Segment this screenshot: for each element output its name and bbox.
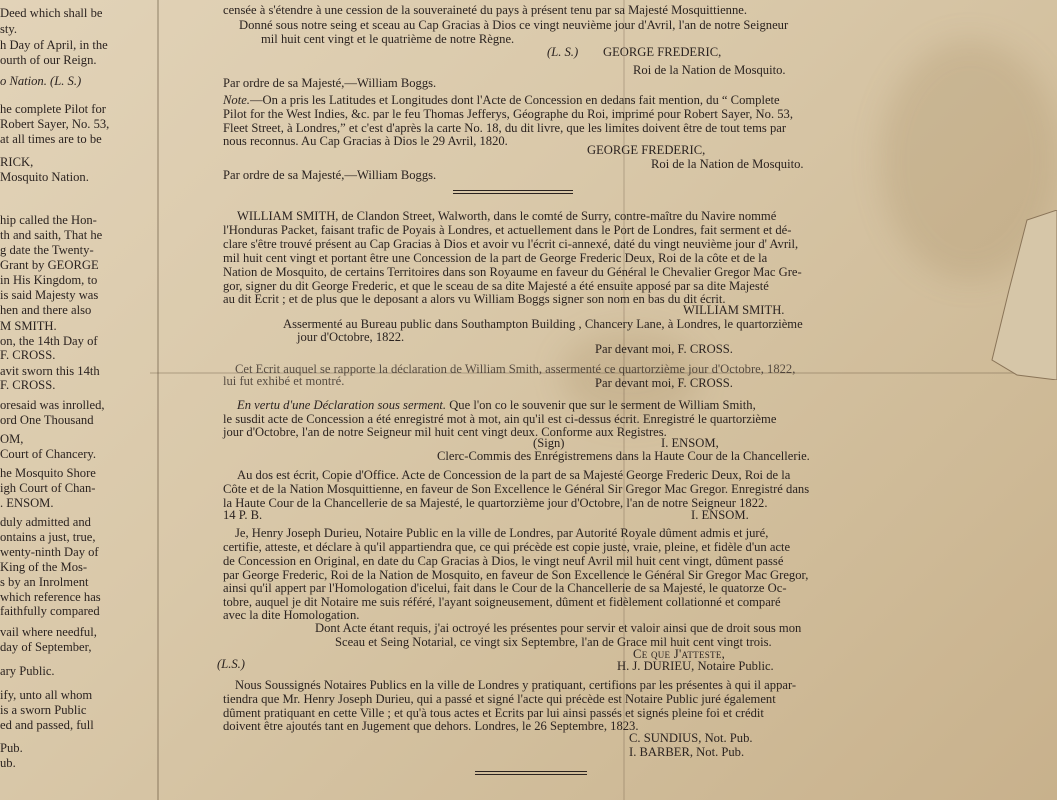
text-line: Je, Henry Joseph Durieu, Notaire Public en la ville de Londres, par Autorité Royale dûment admis et juré, [235,526,769,540]
left-line: King of the Mos- [0,560,88,574]
left-line: F. CROSS. [0,378,56,392]
left-line: which reference has [0,590,101,604]
left-line: wenty-ninth Day of [0,545,99,559]
left-line: ord One Thousand [0,413,94,427]
left-line: day of September, [0,640,92,654]
note-text: —On a pris les Latitudes et Longitudes dont l'Acte de Concession en dedans fait mention, du “ Complete [249,93,780,107]
left-line: is a sworn Public [0,703,87,717]
left-line: hen and there also [0,303,92,317]
left-line: oresaid was inrolled, [0,398,105,412]
text-line: jour d'Octobre, l'an de notre Seigneur mil huit cent vingt deux. Conforme aux Registres. [223,425,667,439]
text-line: la Haute Cour de la Chancellerie de sa Majesté, le quartorzième jour d'Octobre, l'an de notre Seigneur 1822. [223,496,768,510]
text-line: tiendra que Mr. Henry Joseph Durieu, qui a passé et signé l'acte qui précède est Notaire Public juré également [223,692,776,706]
left-line: ontains a just, true, [0,530,96,544]
left-line: h Day of April, in the [0,38,108,52]
left-line: at all times are to be [0,132,102,146]
left-line: duly admitted and [0,515,91,529]
left-line: he Mosquito Shore [0,466,96,480]
seal-mark: (L.S.) [217,657,245,671]
section-divider [453,190,573,194]
text-line: Sceau et Seing Notarial, ce vingt six Septembre, l'an de Grace mil huit cent vingt trois. [335,635,772,649]
text-line: Nous Soussignés Notaires Publics en la ville de Londres y pratiquant, certifions par les présentes à qui il appar- [235,678,797,692]
left-line: Grant by GEORGE [0,258,99,272]
left-line: RICK, [0,155,34,169]
text-line: Par ordre de sa Majesté,—William Boggs. [223,76,437,90]
note-line: Fleet Street, à Londres,” et c'est d'après la carte No. 18, du dit livre, que les limites doivent être de tout tems par [223,121,787,135]
sign-label: (Sign) [533,436,565,450]
text-line: dûment pratiquant en cette Ville ; et qu'à tous actes et Ecrits par lui ainsi passés et signés pleine foi et crédit [223,706,764,720]
left-line: faithfully compared [0,604,100,618]
left-line: hip called the Hon- [0,213,97,227]
left-line: ify, unto all whom [0,688,93,702]
text-line: 14 P. B. [223,508,263,522]
text-line: ainsi qu'il appert par l'Homologation d'icelui, fait dans le Cour de la Chancellerie de sa Majesté, le quatorze Oc- [223,581,787,595]
note-line: nous reconnus. Au Cap Gracias à Dios le 29 Avril, 1820. [223,134,508,148]
left-line: . ENSOM. [0,496,54,510]
left-line: vail where needful, [0,625,97,639]
text-line: Côte et de la Nation Mosquittienne, en faveur de Son Excellence le Général Sir Gregor Mac Gregor. Enregistré dans [223,482,810,496]
text-line: doivent être ajoutés tant en Jugement que dehors. Londres, le 26 Septembre, 1823. [223,719,639,733]
left-line: o Nation. (L. S.) [0,74,82,88]
text-line: Cet Ecrit auquel se rapporte la déclaration de William Smith, assermenté ce quartorzième jour d'Octobre, 1822, [235,362,796,376]
left-column-text [0,0,150,800]
text-line: censée à s'étendre à une cession de la souveraineté du pays à présent tenu par sa Majesté Mosquittienne. [223,3,748,17]
torn-paper-edge [987,210,1057,380]
left-line: is said Majesty was [0,288,99,302]
text-line: Assermenté au Bureau public dans Southampton Building , Chancery Lane, à Londres, le quartorzième [283,317,803,331]
signature-name: GEORGE FREDERIC, [603,45,722,59]
note-line [223,93,780,107]
signature-line: Par devant moi, F. CROSS. [595,376,733,390]
left-line: OM, [0,432,24,446]
signature-title: Roi de la Nation de Mosquito. [633,63,786,77]
section-divider [475,771,587,775]
left-line: Pub. [0,741,23,755]
left-line: ed and passed, full [0,718,94,732]
left-line: g date the Twenty- [0,243,94,257]
attest-line: Ce que J'atteste, [633,647,726,661]
text-line: avec la dite Homologation. [223,608,360,622]
main-column-text [205,0,845,800]
text-line: Au dos est écrit, Copie d'Office. Acte de Concession de la part de sa Majesté George Frederic Deux, Roi de la [237,468,791,482]
left-line: ary Public. [0,664,55,678]
left-line: Robert Sayer, No. 53, [0,117,110,131]
note-label: Note. [223,93,250,107]
left-line: igh Court of Chan- [0,481,96,495]
text-line: par George Frederic, Roi de la Nation de Mosquito, en faveur de Son Excellence le Général Sir Gregor Mac Gregor, [223,568,809,582]
text-line: certifie, atteste, et déclare à qu'il appartiendra que, ce qui précède est copie juste, vraie, pleine, et fidèle d'un acte [223,540,791,554]
left-line: Deed which shall be [0,6,103,20]
text-line: jour d'Octobre, 1822. [297,330,405,344]
left-line: s by an Inrolment [0,575,89,589]
fold-line [157,0,159,800]
left-line: in His Kingdom, to [0,273,98,287]
left-line: ub. [0,756,16,770]
text-line: le susdit acte de Concession a été enregistré mot à mot, ain qu'il est ci-dessus écrit. Enregistré le quartorzième [223,412,777,426]
note-line: Pilot for the West Indies, &c. par le feu Thomas Jefferys, Géographe du Roi, imprimé pour Robert Sayer, No. 53, [223,107,793,121]
text-line: gor, signer du dit George Frederic, et que le sceau de sa dite Majesté a été ensuite apposé par sa dite Majesté [223,279,769,293]
signature-name: H. J. DURIEU, Notaire Public. [617,659,774,673]
text-line: de Concession en Original, en date du Cap Gracias à Dios, le vingt neuf Avril mil huit cent vingt, dûment passé [223,554,784,568]
signature-title: Roi de la Nation de Mosquito. [651,157,804,171]
text-line: l'Honduras Packet, faisant trafic de Poyais à Londres, et actuellement dans le Port de Londres, fait serment et dé- [223,223,792,237]
text-line: Par ordre de sa Majesté,—William Boggs. [223,168,437,182]
left-line: M SMITH. [0,319,57,333]
text-line: Clerc-Commis des Enrégistremens dans la Haute Cour de la Chancellerie. [437,449,810,463]
signature-line: Par devant moi, F. CROSS. [595,342,733,356]
text-line: Donné sous notre seing et sceau au Cap Gracias à Dios ce vingt neuvième jour d'Avril, l'an de notre Seigneur [239,18,789,32]
left-line: avit sworn this 14th [0,364,100,378]
signature-name: I. BARBER, Not. Pub. [629,745,745,759]
left-line: sty. [0,22,18,36]
seal-mark: (L. S.) [547,45,579,59]
left-line: ourth of our Reign. [0,53,97,67]
vertu-label: En vertu d'une Déclaration sous serment. [237,398,447,412]
text-line: lui fut exhibé et montré. [223,374,345,388]
signature-name: WILLIAM SMITH. [683,303,785,317]
left-line: he complete Pilot for [0,102,106,116]
left-line: th and saith, That he [0,228,103,242]
left-line: Mosquito Nation. [0,170,89,184]
signature-name: I. ENSOM, [661,436,719,450]
text-line: clare s'être trouvé présent au Cap Gracias à Dios et avoir vu l'écrit ci-annexé, daté du vingt neuvième jour d' Avril, [223,237,799,251]
text-line: WILLIAM SMITH, de Clandon Street, Walworth, dans le comté de Surry, contre-maître du Navire nommé [237,209,777,223]
text-line: tobre, auquel je dit Notaire me suis référé, l'ayant soigneusement, dûment et fidèlement collationné et comparé [223,595,781,609]
left-line: on, the 14th Day of [0,334,98,348]
text-line: mil huit cent vingt et portant être une Concession de la part de George Frederic Deux, Roi de la côte et de la [223,251,768,265]
signature-name: I. ENSOM. [691,508,749,522]
text-line [237,398,756,412]
text-line: mil huit cent vingt et le quatrième de notre Règne. [261,32,515,46]
signature-name: GEORGE FREDERIC, [587,143,706,157]
signature-name: C. SUNDIUS, Not. Pub. [629,731,753,745]
vertu-text: Que l'on co le souvenir que sur le serment de William Smith, [446,398,756,412]
text-line: Dont Acte étant requis, j'ai octroyé les présentes pour servir et valoir ainsi que de droit sous mon [315,621,802,635]
text-line: Nation de Mosquito, de certains Territoires dans son Royaume en faveur du Général le Chevalier Gregor Mac Gre- [223,265,802,279]
left-line: Court of Chancery. [0,447,97,461]
left-line: F. CROSS. [0,348,56,362]
text-line: au dit Ecrit ; et de plus que le deposant a alors vu William Boggs signer son nom en bas du dit écrit. [223,292,726,306]
